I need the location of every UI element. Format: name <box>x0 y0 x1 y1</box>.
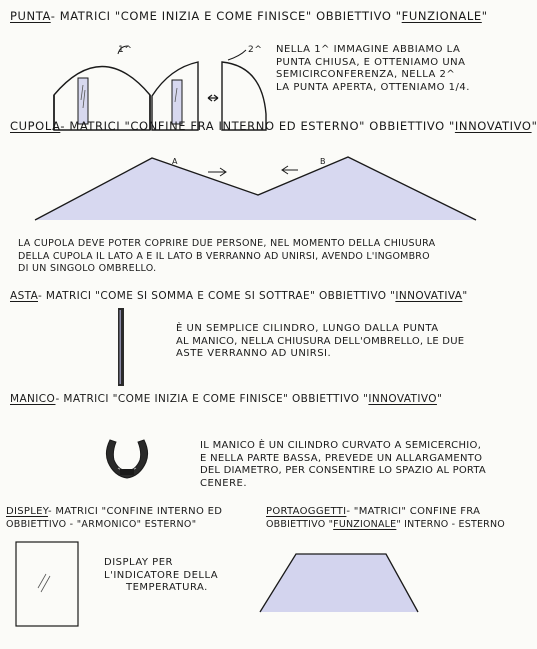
portaoggetti-subheader: OBBIETTIVO "FUNZIONALE" INTERNO - ESTERNO <box>266 519 505 530</box>
portaoggetti-header <box>266 506 480 518</box>
display-sketch <box>14 540 84 630</box>
punta-matrici: - MATRICI "COME INIZIA E COME FINISCE" OBBIETTIVO " <box>50 9 402 23</box>
punta-objective: FUNZIONALE <box>401 9 482 23</box>
cupola-objective: INNOVATIVO <box>454 119 532 133</box>
manico-objective: INNOVATIVO <box>368 393 437 405</box>
cupola-matrici: - MATRICI "CONFINE FRA INTERNO ED ESTERNO" OBBIETTIVO " <box>60 119 455 133</box>
asta-sketch <box>116 308 128 388</box>
punta-header: PUNTA- MATRICI "COME INIZIA E COME FINISCE" OBBIETTIVO "FUNZIONALE" <box>10 9 488 23</box>
cupola-label-a: A <box>172 157 179 166</box>
portaoggetti-title: PORTAOGGETTI <box>266 506 347 517</box>
manico-sketch <box>102 432 152 482</box>
asta-matrici: - MATRICI "COME SI SOMMA E COME SI SOTTRAE" OBBIETTIVO " <box>38 290 396 302</box>
display-matrici: - MATRICI "CONFINE INTERNO ED <box>47 506 223 517</box>
cupola-description: LA CUPOLA DEVE POTER COPRIRE DUE PERSONE, NEL MOMENTO DELLA CHIUSURA DELLA CUPOLA IL LATO A E IL LATO B VERRANNO AD UNIRSI, AVENDO L'INGOMBRO DI UN SINGOLO OMBRELLO. <box>18 238 436 274</box>
portaoggetti-sketch <box>254 548 424 618</box>
asta-title: ASTA <box>10 290 38 302</box>
asta-header: ASTA- MATRICI "COME SI SOMMA E COME SI SOTTRAE" OBBIETTIVO "INNOVATIVA" <box>10 290 468 302</box>
asta-description: È UN SEMPLICE CILINDRO, LUNGO DALLA PUNTA AL MANICO, NELLA CHIUSURA DELL'OMBRELLO, LE DUE ASTE VERRANNO AD UNIRSI. <box>176 323 465 359</box>
manico-header: MANICO- MATRICI "COME INIZIA E COME FINISCE" OBBIETTIVO "INNOVATIVO" <box>10 393 443 405</box>
cupola-header: CUPOLA- MATRICI "CONFINE FRA INTERNO ED ESTERNO" OBBIETTIVO "INNOVATIVO" <box>10 119 537 133</box>
display-header <box>6 506 222 518</box>
cupola-sketch <box>30 148 490 238</box>
punta-title: PUNTA <box>10 9 51 23</box>
asta-objective: INNOVATIVA <box>395 290 463 302</box>
portaoggetti-objective: FUNZIONALE <box>333 519 397 530</box>
punta-description: NELLA 1^ IMMAGINE ABBIAMO LA PUNTA CHIUSA, E OTTENIAMO UNA SEMICIRCONFERENZA, NELLA 2^ LA PUNTA APERTA, OTTENIAMO 1/4. <box>276 44 470 93</box>
punta-label-2: 2^ <box>248 45 263 55</box>
portaoggetti-matrici: - "MATRICI" CONFINE FRA <box>346 506 481 517</box>
display-subheader: OBBIETTIVO - "ARMONICO" ESTERNO" <box>6 519 197 530</box>
punta-label-1: 1^ <box>118 45 133 55</box>
manico-matrici: - MATRICI "COME INIZIA E COME FINISCE" OBBIETTIVO " <box>55 393 369 405</box>
manico-description: IL MANICO È UN CILINDRO CURVATO A SEMICERCHIO, E NELLA PARTE BASSA, PREVEDE UN ALLARGAMENTO DEL DIAMETRO, PER CONSENTIRE LO SPAZIO AL PORTA CENERE. <box>200 440 486 489</box>
cupola-label-b: B <box>320 157 327 166</box>
manico-title: MANICO <box>10 393 56 405</box>
display-title: DISPLEY <box>6 506 48 517</box>
display-description: DISPLAY PER L'INDICATORE DELLA TEMPERATURA. <box>104 557 219 593</box>
cupola-title: CUPOLA <box>10 119 61 133</box>
